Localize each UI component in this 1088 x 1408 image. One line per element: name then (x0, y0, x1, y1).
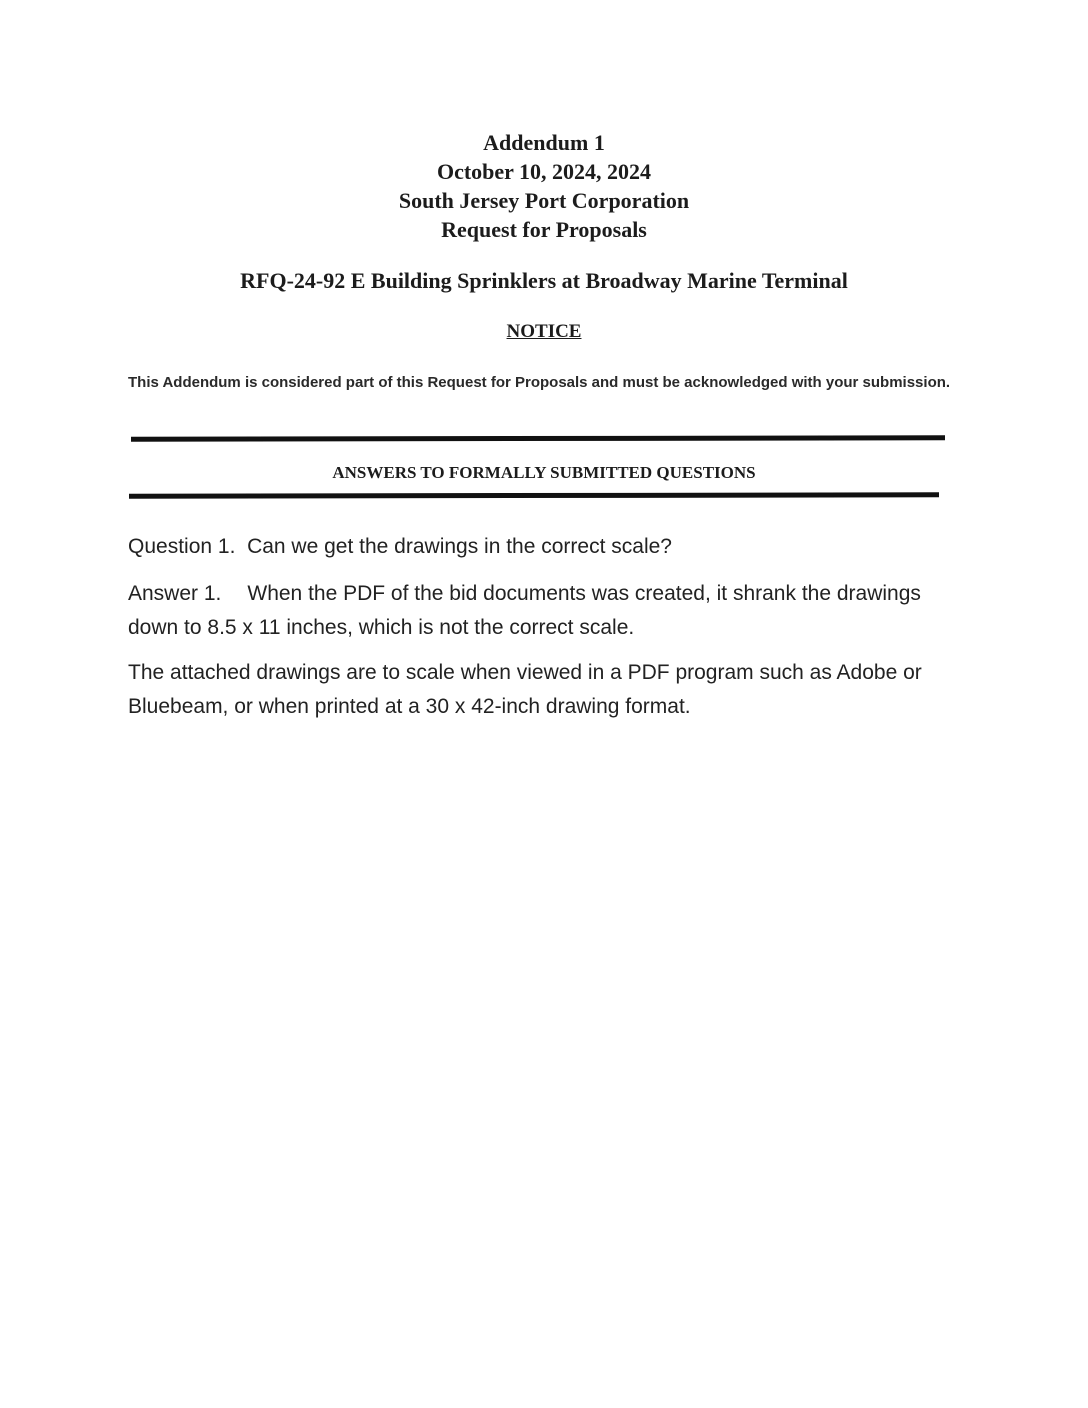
addendum-number: Addendum 1 (483, 130, 605, 155)
addendum-header (0, 128, 1088, 244)
document-type: Request for Proposals (441, 217, 647, 242)
notice-heading: NOTICE (506, 321, 582, 342)
addendum-date: October 10, 2024, 2024 (436, 159, 652, 184)
answer-1 (128, 577, 928, 645)
divider-bottom (129, 492, 939, 498)
question-1 (128, 530, 928, 564)
divider-top (131, 435, 945, 441)
question-text: Can we get the drawings in the correct scale? (247, 535, 672, 558)
notice-text: This Addendum is considered part of this Request for Proposals and must be acknowledged with your submission. (128, 374, 951, 391)
question-label: Question 1. (128, 535, 236, 558)
section-heading: ANSWERS TO FORMALLY SUBMITTED QUESTIONS (332, 463, 756, 482)
rfq-title: RFQ-24-92 E Building Sprinklers at Broadway Marine Terminal (240, 268, 848, 293)
answer-text: When the PDF of the bid documents was created, it shrank the drawings down to 8.5 x 11 inches, which is not the correct scale. (128, 582, 921, 639)
answer-label: Answer 1. (128, 582, 222, 605)
answer-paragraph-2: The attached drawings are to scale when viewed in a PDF program such as Adobe or Bluebeam, or when printed at a 30 x 42-inch drawing format. (128, 661, 922, 718)
organization-name: South Jersey Port Corporation (398, 188, 690, 213)
